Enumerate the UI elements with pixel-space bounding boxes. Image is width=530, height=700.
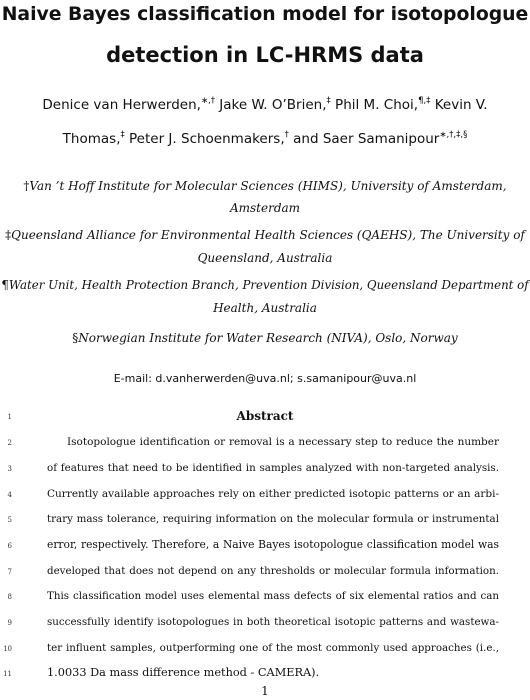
- abstract-line: error, respectively. Therefore, a Naive Bayes isotopologue classification model was: [47, 538, 499, 551]
- page-number: 1: [261, 684, 269, 698]
- line-number: 11: [3, 670, 12, 678]
- line-number: 6: [7, 542, 12, 550]
- affiliation-3-line-1: ¶Water Unit, Health Protection Branch, Prevention Division, Queensland Department of: [1, 278, 529, 292]
- affiliation-3-line-2: Health, Australia: [213, 301, 317, 315]
- abstract-line: Isotopologue identification or removal is a necessary step to reduce the number: [67, 436, 499, 448]
- abstract-line: This classification model uses elemental mass defects of six elemental ratios and can: [47, 590, 499, 602]
- author-affil-mark: ‡: [326, 96, 331, 106]
- author-name: Kevin V.: [430, 97, 488, 113]
- line-number: 2: [7, 439, 12, 447]
- line-number: 8: [7, 593, 12, 601]
- abstract-line: 1.0033 Da mass difference method - CAMERA).: [47, 666, 320, 679]
- abstract-heading: Abstract: [236, 409, 294, 423]
- line-number: 10: [3, 645, 12, 653]
- line-number: 9: [7, 619, 12, 627]
- affiliation-mark: ‡: [5, 228, 12, 242]
- line-number: 1: [7, 413, 12, 421]
- author-name: Phil M. Choi,: [330, 97, 419, 113]
- paper-title-line-1: Naive Bayes classification model for isotopologue: [1, 4, 529, 25]
- author-name: Denice van Herwerden,: [42, 97, 201, 113]
- paper-title-line-2: detection in LC-HRMS data: [106, 43, 424, 67]
- abstract-line: of features that need to be identified in samples analyzed with non-targeted analysis.: [47, 462, 499, 474]
- abstract-line: developed that does not depend on any thresholds or molecular formula information.: [47, 565, 499, 577]
- author-affil-mark: †: [284, 130, 289, 140]
- affiliation-mark: §: [72, 331, 79, 345]
- author-name: and Saer Samanipour: [288, 131, 440, 147]
- line-number: 3: [7, 465, 12, 473]
- abstract-line: ter influent samples, outperforming one of the most commonly used approaches (i.e.,: [47, 642, 499, 654]
- contact-email: E-mail: d.vanherwerden@uva.nl; s.samanipour@uva.nl: [113, 372, 417, 385]
- author-affil-mark: ¶,‡: [418, 96, 431, 106]
- author-affil-mark: ∗,†,‡,§: [439, 130, 468, 140]
- author-name: Thomas,: [62, 131, 121, 147]
- author-affil-mark: ‡: [120, 130, 125, 140]
- author-affil-mark: ∗,†: [200, 96, 216, 106]
- abstract-line: trary mass tolerance, requiring information on the molecular formula or instrumental: [47, 513, 499, 525]
- author-line-2: [0, 130, 530, 148]
- abstract-line: successfully identify isotopologues in both theoretical isotopic patterns and wastewa-: [47, 616, 499, 628]
- affiliation-4-line-1: §Norwegian Institute for Water Research (NIVA), Oslo, Norway: [72, 331, 458, 345]
- affiliation-mark: ¶: [1, 278, 9, 292]
- affiliation-1-line-1: †Van ’t Hoff Institute for Molecular Sciences (HIMS), University of Amsterdam,: [23, 179, 507, 193]
- line-number: 5: [7, 516, 12, 524]
- affiliation-2-line-1: ‡Queensland Alliance for Environmental Health Sciences (QAEHS), The University of: [5, 228, 525, 242]
- author-line-1: [0, 96, 530, 114]
- abstract-line: Currently available approaches rely on either predicted isotopic patterns or an arbi-: [47, 488, 499, 500]
- line-number: 7: [7, 568, 12, 576]
- affiliation-2-line-2: Queensland, Australia: [197, 251, 333, 265]
- affiliation-1-line-2: Amsterdam: [229, 201, 301, 215]
- affiliation-mark: †: [23, 179, 30, 193]
- line-number: 4: [7, 491, 12, 499]
- author-name: Jake W. O’Brien,: [215, 97, 327, 113]
- author-name: Peter J. Schoenmakers,: [124, 131, 285, 147]
